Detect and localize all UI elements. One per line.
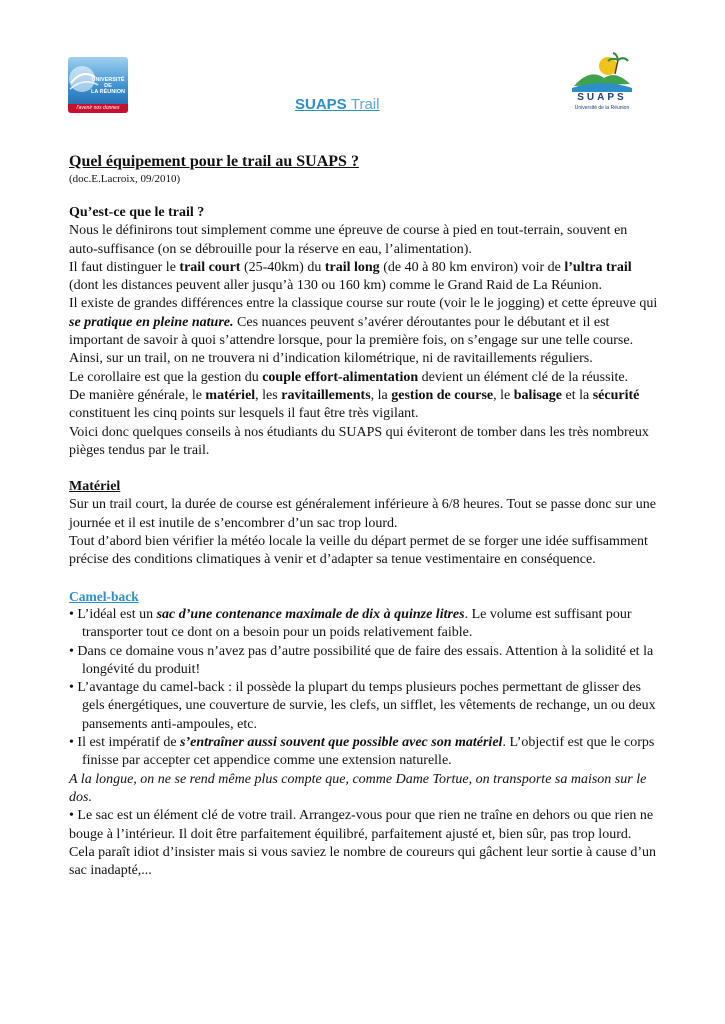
- header-title: [295, 96, 379, 113]
- doc-subtitle: (doc.E.Lacroix, 09/2010): [69, 173, 181, 185]
- logo-tagline: l'avenir nos donnes: [68, 104, 128, 113]
- logo-text: SUAPS: [577, 92, 627, 103]
- intro-paragraph-1: Nous le définirons tout simplement comme une épreuve de course à pied en tout-terrain, souvent en auto-suffisance (on se débrouille pour la réserve en eau, l’alimentation).: [69, 223, 628, 257]
- university-logo: [68, 57, 128, 113]
- camelback-heading: Camel-back: [69, 588, 139, 604]
- camelback-bullet-2: • Dans ce domaine vous n’avez pas d’autre possibilité que de faire des essais. Attention à la solidité et la longévité du produit!: [69, 643, 654, 677]
- suaps-logo: [568, 52, 636, 118]
- camelback-italic-note: A la longue, on ne se rend même plus compte que, comme Dame Tortue, on transporte sa maison sur le dos.: [69, 771, 647, 805]
- intro-heading: Qu’est-ce que le trail ?: [69, 205, 205, 220]
- camelback-bullet-3: • L’avantage du camel-back : il possède la plupart du temps plusieurs poches permettant de glisser des gels énergétiques, une couverture de survie, les clefs, un sifflet, les vêtements de rechange, un ou deux pansements anti-ampoules, etc.: [69, 680, 656, 732]
- header-title-sub: Trail: [350, 96, 380, 113]
- camelback-bullet-5: • Le sac est un élément clé de votre trail. Arrangez-vous pour que rien ne traîne en dehors ou que rien ne bouge à l’intérieur. Il doit être parfaitement équilibré, parfaitement ajusté et, bien sûr, pas trop lourd. Cela paraît idiot d’insister mais si vous saviez le nombre de coureurs qui gâchent leur sortie à cause d’un sac inadapté,...: [69, 808, 657, 879]
- intro-paragraph-7: Voici donc quelques conseils à nos étudiants du SUAPS qui éviteront de tomber dans les très nombreux pièges tendus par le trail.: [69, 424, 649, 458]
- logo-line-2: LA RÉUNION: [90, 89, 126, 95]
- intro-paragraph-2: Il faut distinguer le trail court (25-40km) du trail long (de 40 à 80 km environ) voir de l’ultra trail (dont les distances peuvent aller jusqu’à 130 ou 160 km) comme le Grand Raid de La Réunion.: [69, 259, 632, 294]
- materiel-paragraph-2: Tout d’abord bien vérifier la météo locale la veille du départ permet de se forger une idée suffisamment précise des conditions climatiques à venir et d’adapter sa tenue vestimentaire en conséquence.: [69, 534, 648, 568]
- doc-title: Quel équipement pour le trail au SUAPS ?: [69, 153, 359, 170]
- header-title-main: SUAPS: [295, 96, 347, 113]
- island-icon: [568, 52, 636, 92]
- intro-paragraph-3: Il existe de grandes différences entre la classique course sur route (voir le le jogging) et cette épreuve qui se pratique en pleine nature. Ces nuances peuvent s’avérer déroutantes pour le débutant et il est important de savoir à quoi s’attendre lorsque, pour la première fois, on s’engage sur une telle course.: [69, 296, 658, 349]
- intro-paragraph-6: De manière générale, le matériel, les ravitaillements, la gestion de course, le balisage et la sécurité constituent les cinq points sur lesquels il faut être très vigilant.: [69, 387, 640, 422]
- intro-paragraph-4: Ainsi, sur un trail, on ne trouvera ni d’indication kilométrique, ni de ravitaillements réguliers.: [69, 351, 593, 367]
- logo-subtext: Université de la Réunion: [574, 105, 630, 111]
- document-body: [69, 152, 659, 880]
- intro-paragraph-5: Le corollaire est que la gestion du couple effort-alimentation devient un élément clé de la réussite.: [69, 369, 629, 385]
- camelback-bullet-4: • Il est impératif de s’entraîner aussi souvent que possible avec son matériel. L’objectif est que le corps finisse par accepter cet appendice comme une extension naturelle.: [69, 735, 655, 769]
- logo-line-1: UNIVERSITÉ DE: [91, 77, 125, 89]
- materiel-paragraph-1: Sur un trail court, la durée de course est généralement inférieure à 6/8 heures. Tout se passe donc sur une journée et il est inutile de s’encombrer d’un sac trop lourd.: [69, 497, 656, 531]
- camelback-bullet-1: • L’idéal est un sac d’une contenance maximale de dix à quinze litres. Le volume est suffisant pour transporter tout ce dont on a besoin pour un poids relativement faible.: [69, 606, 632, 641]
- materiel-heading: Matériel: [69, 479, 121, 495]
